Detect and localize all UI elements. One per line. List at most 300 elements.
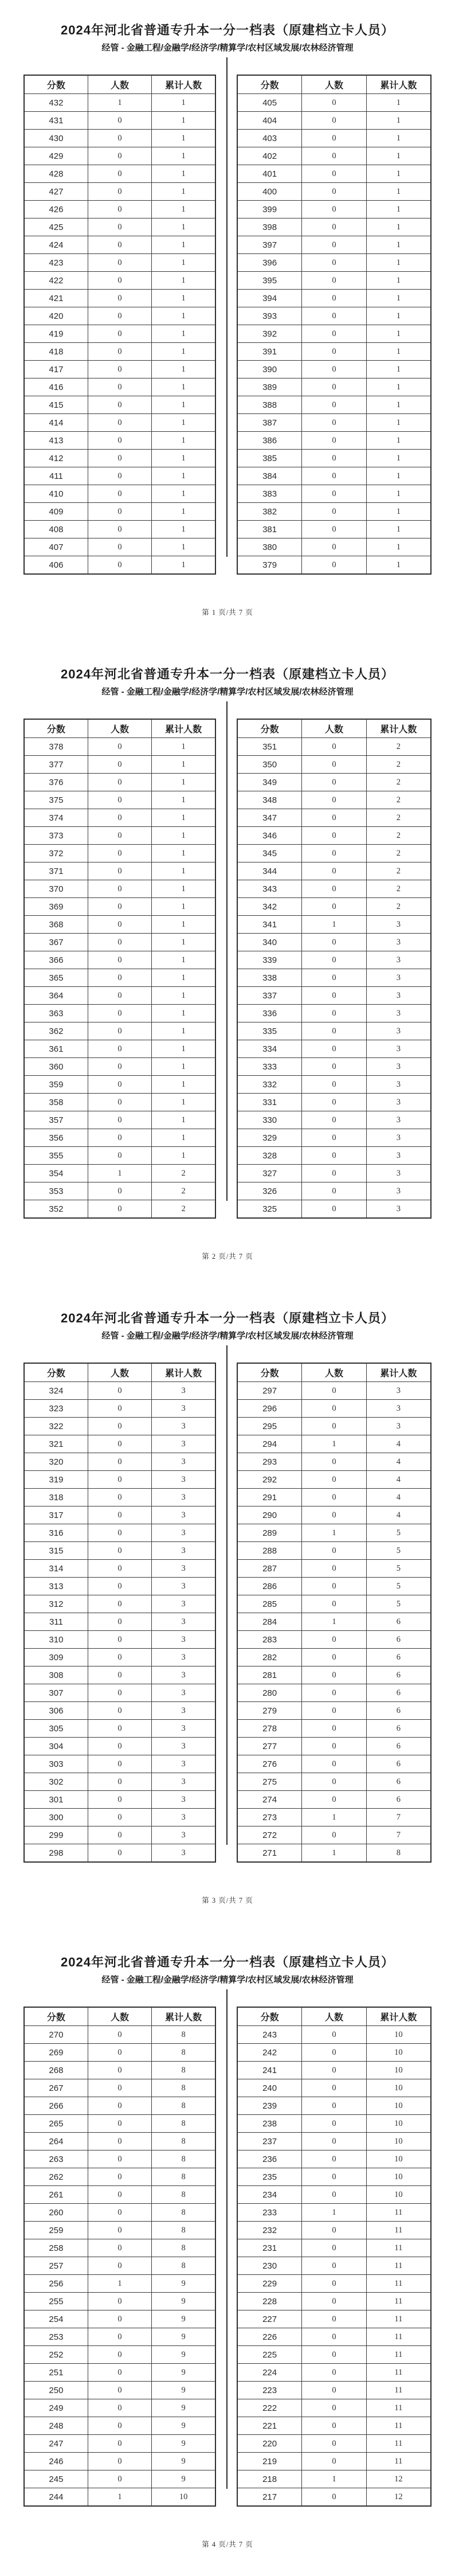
count-cell: 0	[88, 130, 151, 147]
cumulative-cell: 3	[152, 1809, 215, 1826]
cumulative-cell: 1	[366, 94, 431, 112]
cumulative-cell: 2	[366, 880, 431, 898]
table-row	[237, 845, 431, 862]
count-cell: 0	[302, 1578, 367, 1595]
table-row	[237, 503, 431, 521]
cumulative-cell: 8	[152, 2044, 215, 2062]
page-4	[0, 1932, 455, 2576]
table-row	[237, 1809, 431, 1826]
score-cell: 221	[237, 2417, 302, 2435]
count-cell: 0	[302, 1182, 367, 1200]
count-cell: 0	[88, 1826, 151, 1844]
cumulative-cell: 1	[152, 414, 215, 432]
count-cell: 0	[302, 1200, 367, 1219]
table-row	[237, 2150, 431, 2168]
score-cell: 364	[24, 987, 88, 1005]
score-cell: 217	[237, 2488, 302, 2507]
column-header-2: 累计人数	[152, 1363, 215, 1382]
table-row	[24, 1022, 215, 1040]
count-cell: 0	[302, 1094, 367, 1111]
score-cell: 264	[24, 2133, 88, 2150]
cumulative-cell: 1	[152, 254, 215, 272]
count-cell: 0	[88, 2186, 151, 2204]
count-cell: 0	[88, 2062, 151, 2079]
count-cell: 0	[88, 1578, 151, 1595]
count-cell: 0	[302, 1022, 367, 1040]
score-table-right	[237, 2007, 432, 2507]
count-cell: 0	[302, 2346, 367, 2364]
score-cell: 279	[237, 1702, 302, 1720]
score-cell: 395	[237, 272, 302, 290]
count-cell: 0	[302, 1560, 367, 1578]
count-cell: 0	[302, 2044, 367, 2062]
score-cell: 347	[237, 809, 302, 827]
count-cell: 0	[302, 2150, 367, 2168]
cumulative-cell: 1	[152, 503, 215, 521]
cumulative-cell: 3	[366, 1129, 431, 1147]
score-cell: 365	[24, 969, 88, 987]
score-cell: 432	[24, 94, 88, 112]
table-row	[24, 1147, 215, 1165]
cumulative-cell: 8	[152, 2222, 215, 2239]
cumulative-cell: 1	[366, 503, 431, 521]
table-row	[24, 130, 215, 147]
score-cell: 218	[237, 2470, 302, 2488]
table-row	[237, 1453, 431, 1471]
count-cell: 0	[302, 2275, 367, 2293]
score-cell: 283	[237, 1631, 302, 1649]
table-row	[237, 1165, 431, 1182]
cumulative-cell: 11	[366, 2453, 431, 2470]
score-cell: 390	[237, 361, 302, 378]
count-cell: 0	[302, 396, 367, 414]
score-cell: 296	[237, 1400, 302, 1418]
header-row	[24, 2007, 215, 2026]
count-cell: 0	[88, 1720, 151, 1738]
cumulative-cell: 10	[366, 2062, 431, 2079]
count-cell: 0	[302, 1147, 367, 1165]
table-row	[237, 1578, 431, 1595]
count-cell: 0	[88, 538, 151, 556]
cumulative-cell: 3	[152, 1382, 215, 1400]
score-cell: 327	[237, 1165, 302, 1182]
center-divider-line	[226, 1989, 227, 2489]
score-cell: 381	[237, 521, 302, 538]
score-cell: 266	[24, 2097, 88, 2115]
column-header-1: 人数	[88, 75, 151, 94]
score-cell: 361	[24, 1040, 88, 1058]
count-cell: 0	[88, 290, 151, 307]
cumulative-cell: 5	[366, 1578, 431, 1595]
score-cell: 405	[237, 94, 302, 112]
cumulative-cell: 3	[152, 1595, 215, 1613]
cumulative-cell: 9	[152, 2399, 215, 2417]
count-cell: 0	[302, 809, 367, 827]
cumulative-cell: 5	[366, 1595, 431, 1613]
table-row	[24, 218, 215, 236]
cumulative-cell: 2	[366, 738, 431, 756]
count-cell: 0	[88, 1524, 151, 1542]
score-cell: 256	[24, 2275, 88, 2293]
count-cell: 0	[302, 272, 367, 290]
count-cell: 0	[88, 1182, 151, 1200]
score-cell: 231	[237, 2239, 302, 2257]
table-row	[237, 987, 431, 1005]
count-cell: 0	[302, 112, 367, 130]
score-cell: 430	[24, 130, 88, 147]
count-cell: 0	[88, 1755, 151, 1773]
score-cell: 275	[237, 1773, 302, 1791]
score-table-right	[237, 75, 432, 575]
cumulative-cell: 3	[366, 1076, 431, 1094]
score-cell: 373	[24, 827, 88, 845]
count-cell: 0	[88, 845, 151, 862]
table-row	[237, 2435, 431, 2453]
cumulative-cell: 1	[152, 485, 215, 503]
score-cell: 254	[24, 2310, 88, 2328]
table-row	[24, 2453, 215, 2470]
score-cell: 371	[24, 862, 88, 880]
score-cell: 382	[237, 503, 302, 521]
page-title: 2024年河北省普通专升本一分一档表（原建档立卡人员）	[61, 1955, 394, 1969]
cumulative-cell: 3	[366, 1400, 431, 1418]
header-row	[237, 719, 431, 738]
count-cell: 0	[302, 1826, 367, 1844]
count-cell: 0	[88, 201, 151, 218]
count-cell: 0	[88, 898, 151, 916]
cumulative-cell: 11	[366, 2239, 431, 2257]
count-cell: 0	[302, 827, 367, 845]
column-header-2: 累计人数	[366, 719, 431, 738]
cumulative-cell: 12	[366, 2488, 431, 2507]
score-cell: 387	[237, 414, 302, 432]
score-cell: 337	[237, 987, 302, 1005]
table-row	[237, 2097, 431, 2115]
count-cell: 0	[88, 414, 151, 432]
table-row	[237, 1040, 431, 1058]
count-cell: 0	[88, 361, 151, 378]
score-cell: 302	[24, 1773, 88, 1791]
table-row	[24, 2222, 215, 2239]
score-cell: 411	[24, 467, 88, 485]
table-row	[237, 1400, 431, 1418]
cumulative-cell: 3	[366, 1182, 431, 1200]
count-cell: 0	[88, 1022, 151, 1040]
cumulative-cell: 6	[366, 1773, 431, 1791]
score-cell: 300	[24, 1809, 88, 1826]
table-row	[237, 1418, 431, 1435]
cumulative-cell: 10	[366, 2150, 431, 2168]
score-cell: 355	[24, 1147, 88, 1165]
count-cell: 0	[302, 880, 367, 898]
count-cell: 0	[88, 450, 151, 467]
table-row	[24, 1773, 215, 1791]
table-row	[24, 1595, 215, 1613]
count-cell: 0	[88, 1453, 151, 1471]
score-cell: 324	[24, 1382, 88, 1400]
table-row	[237, 916, 431, 934]
score-table-left	[23, 1363, 216, 1863]
cumulative-cell: 1	[366, 485, 431, 503]
score-cell: 263	[24, 2150, 88, 2168]
score-cell: 301	[24, 1791, 88, 1809]
table-row	[24, 1631, 215, 1649]
column-header-1: 人数	[302, 2007, 367, 2026]
score-cell: 366	[24, 951, 88, 969]
score-cell: 292	[237, 1471, 302, 1489]
score-cell: 360	[24, 1058, 88, 1076]
count-cell: 0	[88, 2115, 151, 2133]
table-row	[237, 1613, 431, 1631]
count-cell: 0	[302, 218, 367, 236]
cumulative-cell: 9	[152, 2364, 215, 2382]
score-cell: 232	[237, 2222, 302, 2239]
count-cell: 0	[302, 2310, 367, 2328]
table-row	[237, 1631, 431, 1649]
cumulative-cell: 5	[366, 1524, 431, 1542]
count-cell: 0	[302, 1489, 367, 1506]
count-cell: 0	[88, 2257, 151, 2275]
cumulative-cell: 4	[366, 1471, 431, 1489]
cumulative-cell: 1	[366, 307, 431, 325]
count-cell: 0	[88, 521, 151, 538]
table-row	[24, 2133, 215, 2150]
table-row	[24, 1400, 215, 1418]
table-row	[24, 432, 215, 450]
score-cell: 421	[24, 290, 88, 307]
count-cell: 0	[88, 1506, 151, 1524]
cumulative-cell: 6	[366, 1684, 431, 1702]
table-row	[237, 2364, 431, 2382]
score-cell: 422	[24, 272, 88, 290]
score-cell: 334	[237, 1040, 302, 1058]
score-cell: 303	[24, 1755, 88, 1773]
column-header-2: 累计人数	[152, 75, 215, 94]
table-row	[24, 94, 215, 112]
score-cell: 401	[237, 165, 302, 183]
count-cell: 0	[302, 414, 367, 432]
table-row	[237, 2310, 431, 2328]
cumulative-cell: 3	[152, 1666, 215, 1684]
count-cell: 0	[88, 1791, 151, 1809]
count-cell: 0	[302, 2382, 367, 2399]
cumulative-cell: 1	[152, 1022, 215, 1040]
table-row	[24, 2062, 215, 2079]
score-cell: 383	[237, 485, 302, 503]
table-row	[237, 2186, 431, 2204]
table-row	[237, 1022, 431, 1040]
score-cell: 339	[237, 951, 302, 969]
score-cell: 293	[237, 1453, 302, 1471]
score-cell: 230	[237, 2257, 302, 2275]
cumulative-cell: 12	[366, 2470, 431, 2488]
cumulative-cell: 2	[366, 862, 431, 880]
cumulative-cell: 2	[366, 774, 431, 791]
score-cell: 367	[24, 934, 88, 951]
score-cell: 343	[237, 880, 302, 898]
score-cell: 402	[237, 147, 302, 165]
cumulative-cell: 1	[152, 290, 215, 307]
table-row	[24, 809, 215, 827]
table-row	[24, 2275, 215, 2293]
cumulative-cell: 1	[366, 236, 431, 254]
table-row	[24, 2346, 215, 2364]
cumulative-cell: 1	[366, 378, 431, 396]
score-cell: 253	[24, 2328, 88, 2346]
score-cell: 369	[24, 898, 88, 916]
score-cell: 340	[237, 934, 302, 951]
page-2	[0, 644, 455, 1288]
score-cell: 354	[24, 1165, 88, 1182]
score-table-left	[23, 75, 216, 575]
cumulative-cell: 1	[366, 450, 431, 467]
score-cell: 306	[24, 1702, 88, 1720]
cumulative-cell: 2	[366, 845, 431, 862]
table-row	[24, 2417, 215, 2435]
table-row	[237, 809, 431, 827]
score-cell: 372	[24, 845, 88, 862]
score-cell: 228	[237, 2293, 302, 2310]
center-divider-line	[226, 57, 227, 557]
score-cell: 380	[237, 538, 302, 556]
count-cell: 0	[88, 951, 151, 969]
cumulative-cell: 1	[152, 130, 215, 147]
score-cell: 385	[237, 450, 302, 467]
score-cell: 398	[237, 218, 302, 236]
table-row	[237, 2417, 431, 2435]
cumulative-cell: 1	[152, 1147, 215, 1165]
table-row	[24, 1542, 215, 1560]
cumulative-cell: 2	[366, 756, 431, 774]
cumulative-cell: 10	[366, 2097, 431, 2115]
table-row	[24, 2488, 215, 2507]
cumulative-cell: 6	[366, 1755, 431, 1773]
table-row	[24, 1738, 215, 1755]
table-row	[237, 2470, 431, 2488]
score-cell: 262	[24, 2168, 88, 2186]
cumulative-cell: 4	[366, 1506, 431, 1524]
table-row	[237, 1182, 431, 1200]
column-header-0: 分数	[24, 75, 88, 94]
table-row	[237, 485, 431, 503]
score-cell: 319	[24, 1471, 88, 1489]
score-cell: 386	[237, 432, 302, 450]
count-cell: 0	[302, 2115, 367, 2133]
score-table-left	[23, 2007, 216, 2507]
page-title: 2024年河北省普通专升本一分一档表（原建档立卡人员）	[61, 667, 394, 681]
cumulative-cell: 3	[152, 1489, 215, 1506]
table-row	[24, 827, 215, 845]
table-row	[237, 325, 431, 343]
count-cell: 0	[88, 2097, 151, 2115]
table-row	[237, 1666, 431, 1684]
count-cell: 0	[88, 880, 151, 898]
cumulative-cell: 3	[152, 1400, 215, 1418]
count-cell: 0	[88, 165, 151, 183]
table-row	[237, 1773, 431, 1791]
cumulative-cell: 3	[152, 1738, 215, 1755]
count-cell: 0	[88, 2204, 151, 2222]
table-row	[237, 2062, 431, 2079]
table-row	[237, 1058, 431, 1076]
table-row	[237, 414, 431, 432]
table-row	[237, 94, 431, 112]
score-cell: 290	[237, 1506, 302, 1524]
cumulative-cell: 1	[366, 361, 431, 378]
table-row	[24, 1613, 215, 1631]
cumulative-cell: 10	[152, 2488, 215, 2507]
count-cell: 0	[302, 1755, 367, 1773]
score-cell: 397	[237, 236, 302, 254]
score-cell: 323	[24, 1400, 88, 1418]
cumulative-cell: 1	[152, 378, 215, 396]
score-cell: 393	[237, 307, 302, 325]
score-cell: 423	[24, 254, 88, 272]
score-cell: 273	[237, 1809, 302, 1826]
score-cell: 404	[237, 112, 302, 130]
table-row	[24, 1165, 215, 1182]
table-row	[24, 1471, 215, 1489]
count-cell: 0	[88, 969, 151, 987]
cumulative-cell: 1	[152, 1111, 215, 1129]
cumulative-cell: 1	[152, 738, 215, 756]
score-cell: 352	[24, 1200, 88, 1219]
score-cell: 349	[237, 774, 302, 791]
count-cell: 0	[88, 1058, 151, 1076]
cumulative-cell: 3	[366, 1040, 431, 1058]
table-row	[24, 1809, 215, 1826]
cumulative-cell: 1	[366, 290, 431, 307]
score-cell: 226	[237, 2328, 302, 2346]
count-cell: 0	[88, 1040, 151, 1058]
table-row	[24, 1506, 215, 1524]
table-row	[24, 845, 215, 862]
table-row	[24, 916, 215, 934]
count-cell: 0	[88, 254, 151, 272]
table-row	[237, 1702, 431, 1720]
cumulative-cell: 3	[152, 1560, 215, 1578]
cumulative-cell: 3	[366, 1111, 431, 1129]
score-cell: 314	[24, 1560, 88, 1578]
column-header-1: 人数	[302, 1363, 367, 1382]
header-row	[24, 719, 215, 738]
cumulative-cell: 9	[152, 2293, 215, 2310]
count-cell: 0	[302, 1649, 367, 1666]
score-cell: 321	[24, 1435, 88, 1453]
table-row	[24, 538, 215, 556]
count-cell: 0	[88, 396, 151, 414]
cumulative-cell: 11	[366, 2222, 431, 2239]
cumulative-cell: 1	[366, 183, 431, 201]
count-cell: 0	[302, 2293, 367, 2310]
table-row	[237, 1111, 431, 1129]
count-cell: 0	[302, 503, 367, 521]
score-cell: 247	[24, 2435, 88, 2453]
table-row	[24, 791, 215, 809]
cumulative-cell: 3	[152, 1844, 215, 1863]
table-row	[24, 934, 215, 951]
cumulative-cell: 3	[366, 1094, 431, 1111]
column-header-0: 分数	[237, 1363, 302, 1382]
cumulative-cell: 10	[366, 2079, 431, 2097]
cumulative-cell: 1	[152, 1058, 215, 1076]
score-cell: 268	[24, 2062, 88, 2079]
score-cell: 276	[237, 1755, 302, 1773]
table-row	[237, 1791, 431, 1809]
column-header-2: 累计人数	[366, 1363, 431, 1382]
cumulative-cell: 6	[366, 1702, 431, 1720]
cumulative-cell: 3	[152, 1631, 215, 1649]
